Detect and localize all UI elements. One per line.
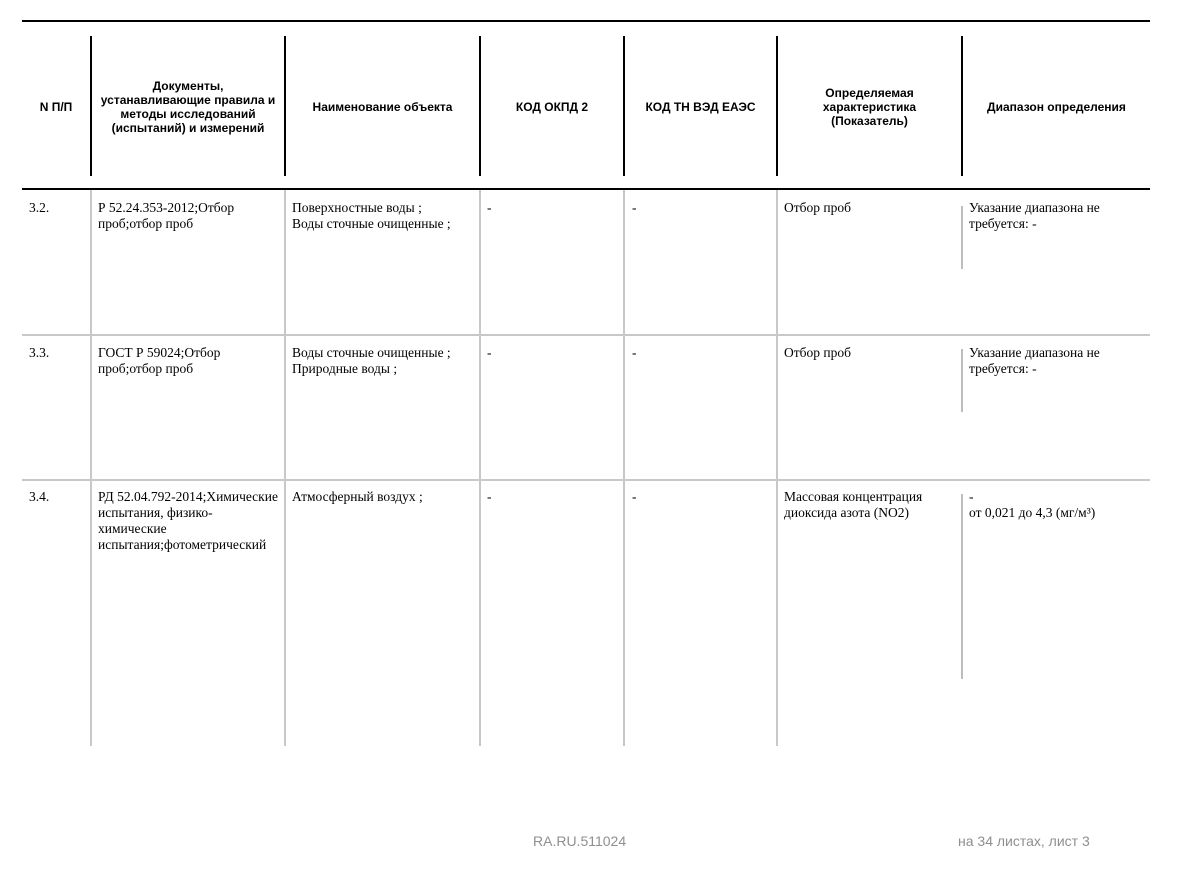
row-range [969,200,1141,232]
row-number: 3.4. [29,489,50,504]
range-line: - [969,489,974,504]
row-tnved: - [632,200,637,215]
row-object [292,345,476,377]
row-range [969,345,1141,377]
header-documents: Документы, устанавливающие правила и методы исследований (испытаний) и измерений [100,79,276,135]
column-divider [776,190,778,746]
table-top-rule [22,20,1150,22]
row-separator [22,479,1150,481]
header-num: N П/П [39,100,73,114]
column-divider [284,190,286,746]
row-documents: РД 52.04.792-2014;Химические испытания, физико-химические испытания;фотометрический [98,489,278,552]
header-tnved: КОД ТН ВЭД ЕАЭС [645,100,756,114]
row-characteristic: Массовая концентрация диоксида азота (NO2) [784,489,923,520]
range-divider [961,494,963,679]
certificate-code: RA.RU.511024 [533,833,627,849]
header-range: Диапазон определения [987,100,1126,114]
row-tnved: - [632,345,637,360]
row-documents: Р 52.24.353-2012;Отбор проб;отбор проб [98,200,235,231]
header-okpd: КОД ОКПД 2 [515,100,589,114]
range-divider [961,349,963,412]
object-line: Атмосферный воздух ; [292,489,423,504]
row-range [969,489,1145,521]
row-okpd: - [487,200,492,215]
range-divider [961,206,963,269]
object-line: Воды сточные очищенные ; [292,345,451,360]
object-line: Природные воды ; [292,361,398,376]
object-line: Поверхностные воды ; [292,200,422,215]
row-documents: ГОСТ Р 59024;Отбор проб;отбор проб [98,345,221,376]
header-bottom-rule [22,188,1150,190]
range-line: Указание диапазона не требуется: - [969,200,1100,231]
column-divider [479,190,481,746]
header-object: Наименование объекта [312,100,453,114]
row-number: 3.2. [29,200,50,215]
row-characteristic: Отбор проб [784,200,851,215]
row-object [292,200,476,232]
range-line: Указание диапазона не требуется: - [969,345,1100,376]
page-counter: на 34 листах, лист 3 [958,833,1090,849]
row-tnved: - [632,489,637,504]
column-divider [90,190,92,746]
row-okpd: - [487,345,492,360]
column-divider [623,190,625,746]
row-object [292,489,476,505]
row-characteristic: Отбор проб [784,345,851,360]
range-line: от 0,021 до 4,3 (мг/м³) [969,505,1096,520]
row-okpd: - [487,489,492,504]
header-characteristic: Определяемая характеристика (Показатель) [822,86,917,128]
row-separator [22,334,1150,336]
row-number: 3.3. [29,345,50,360]
object-line: Воды сточные очищенные ; [292,216,451,231]
